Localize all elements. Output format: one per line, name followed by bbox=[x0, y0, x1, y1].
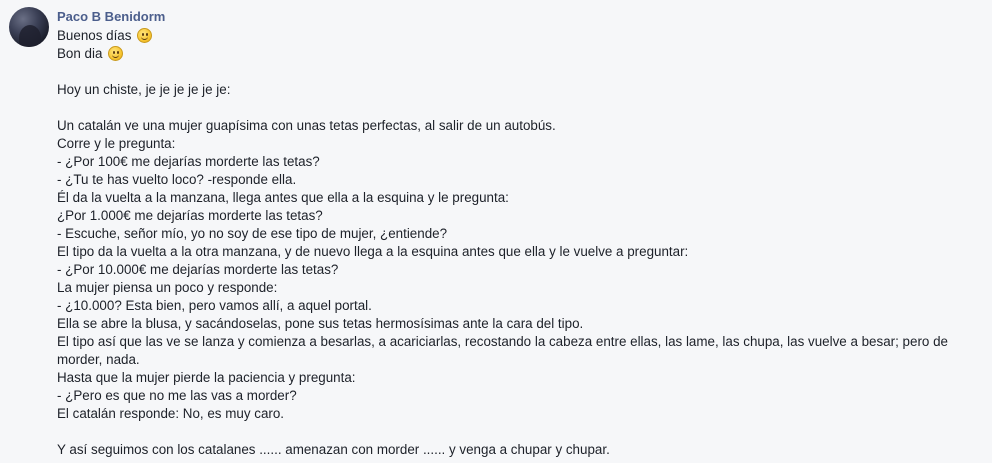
post-line: El catalán responde: No, es muy caro. bbox=[57, 406, 285, 421]
post-line: - ¿Por 10.000€ me dejarías morderte las tetas? bbox=[57, 262, 339, 277]
post-body bbox=[57, 27, 987, 459]
smile-emoji-icon bbox=[108, 46, 123, 61]
post-line: - ¿Tu te has vuelto loco? -responde ella. bbox=[57, 172, 297, 187]
post-line: Un catalán ve una mujer guapísima con unas tetas perfectas, al salir de un autobús. bbox=[57, 118, 556, 133]
post-line: Hasta que la mujer pierde la paciencia y pregunta: bbox=[57, 370, 356, 385]
post-line: ¿Por 1.000€ me dejarías morderte las tetas? bbox=[57, 208, 323, 223]
post-line: Corre y le pregunta: bbox=[57, 136, 176, 151]
post-line: - ¿10.000? Esta bien, pero vamos allí, a aquel portal. bbox=[57, 298, 372, 313]
post-line: El tipo así que las ve se lanza y comienza a besarlas, a acariciarlas, recostando la cabeza entre ellas, las lame, las chupa, las vuelve a besar; pero de morder, nada. bbox=[57, 334, 948, 367]
post-line: La mujer piensa un poco y responde: bbox=[57, 280, 278, 295]
post-line bbox=[57, 63, 987, 81]
post-line: Él da la vuelta a la manzana, llega antes que ella a la esquina y le pregunta: bbox=[57, 190, 509, 205]
avatar[interactable] bbox=[9, 7, 49, 47]
post-line: - ¿Pero es que no me las vas a morder? bbox=[57, 388, 297, 403]
post-line: Hoy un chiste, je je je je je je: bbox=[57, 82, 231, 97]
post-line bbox=[57, 423, 987, 441]
post-line: Y así seguimos con los catalanes ...... amenazan con morder ...... y venga a chupar y chupar. bbox=[57, 442, 610, 457]
post-line bbox=[57, 45, 987, 63]
post-line bbox=[57, 99, 987, 117]
post-line: - ¿Por 100€ me dejarías morderte las tetas? bbox=[57, 154, 320, 169]
post-line bbox=[57, 27, 987, 45]
post-line: - Escuche, señor mío, yo no soy de ese tipo de mujer, ¿entiende? bbox=[57, 226, 448, 241]
smile-emoji-icon bbox=[137, 28, 152, 43]
post-line: El tipo da la vuelta a la otra manzana, y de nuevo llega a la esquina antes que ella y le vuelve a preguntar: bbox=[57, 244, 689, 259]
post-line: Ella se abre la blusa, y sacándoselas, pone sus tetas hermosísimas ante la cara del tipo. bbox=[57, 316, 584, 331]
post-line-text: Buenos días bbox=[57, 28, 132, 43]
post-line-text: Bon dia bbox=[57, 46, 103, 61]
author-name[interactable]: Paco B Benidorm bbox=[57, 9, 166, 24]
